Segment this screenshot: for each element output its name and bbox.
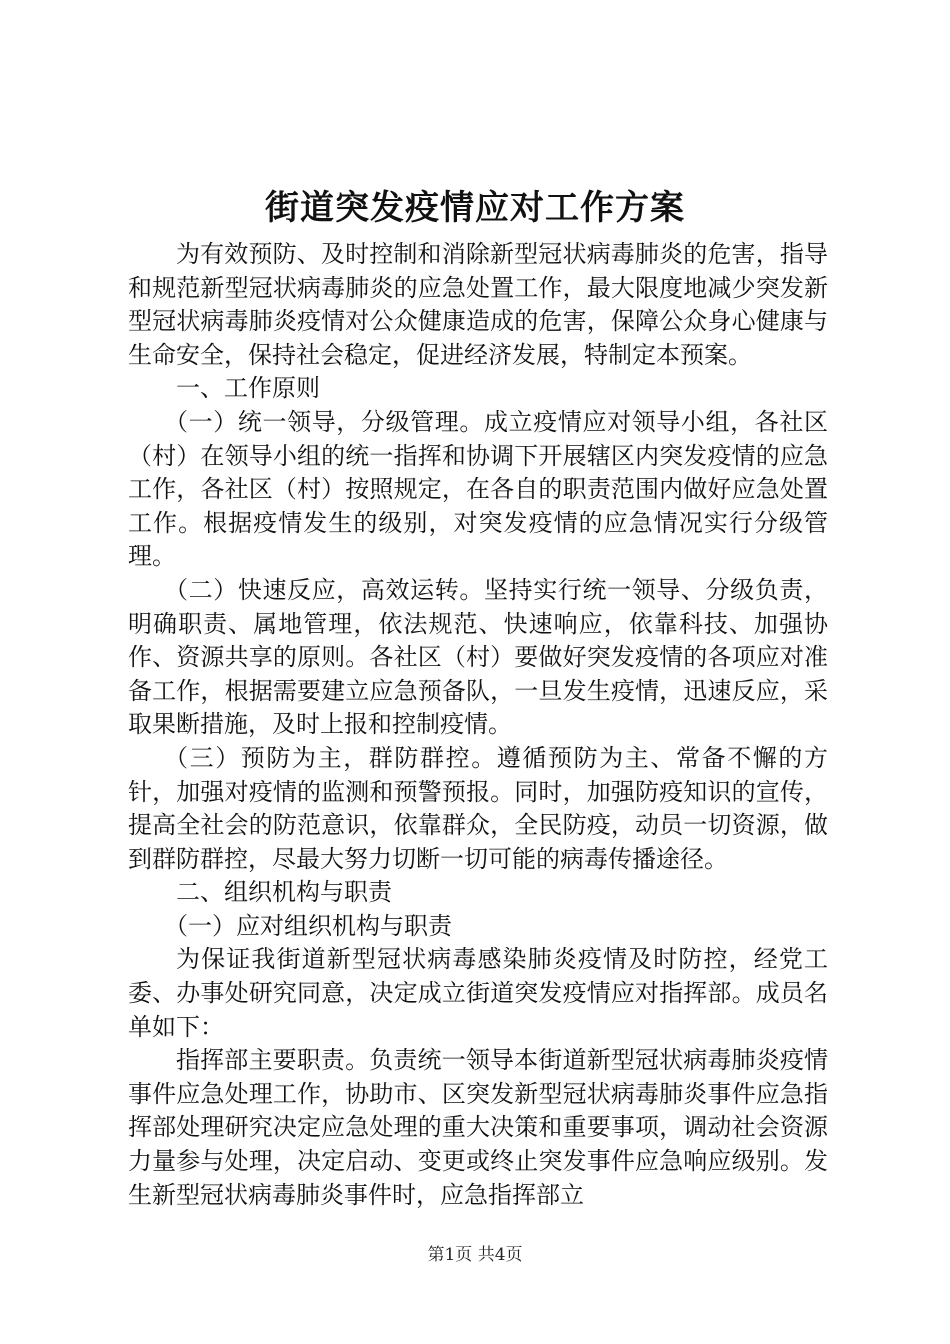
paragraph-principle-2: （二）快速反应，高效运转。坚持实行统一领导、分级负责，明确职责、属地管理，依法规范、快速响应，依靠科技、加强协作、资源共享的原则。各社区（村）要做好突发疫情的各项应对准备工作，根据需要建立应急预备队，一旦发生疫情，迅速反应，采取果断措施，及时上报和控制疫情。: [128, 575, 828, 739]
document-body: [128, 238, 828, 1212]
subsection-heading-1: （一）应对组织机构与职责: [164, 911, 452, 940]
section-heading-2: 二、组织机构与职责: [176, 878, 392, 907]
section-heading-1: 一、工作原则: [176, 374, 320, 403]
paragraph-principle-1: （一）统一领导，分级管理。成立疫情应对领导小组，各社区（村）在领导小组的统一指挥和协调下开展辖区内突发疫情的应急工作，各社区（村）按照规定，在各自的职责范围内做好应急处置工作。根据疫情发生的级别，对突发疫情的应急情况实行分级管理。: [128, 407, 828, 571]
paragraph-command-duties: 指挥部主要职责。负责统一领导本街道新型冠状病毒肺炎疫情事件应急处理工作，协助市、区突发新型冠状病毒肺炎事件应急指挥部处理研究决定应急处理的重大决策和重要事项，调动社会资源力量参与处理，决定启动、变更或终止突发事件应急响应级别。发生新型冠状病毒肺炎事件时，应急指挥部立: [128, 1046, 828, 1209]
paragraph-command-setup: 为保证我街道新型冠状病毒感染肺炎疫情及时防控，经党工委、办事处研究同意，决定成立街道突发疫情应对指挥部。成员名单如下：: [128, 945, 828, 1041]
document-title: 街道突发疫情应对工作方案: [265, 188, 685, 228]
page-footer: 第1页 共4页: [427, 1245, 523, 1265]
paragraph-intro: 为有效预防、及时控制和消除新型冠状病毒肺炎的危害，指导和规范新型冠状病毒肺炎的应急处置工作，最大限度地减少突发新型冠状病毒肺炎疫情对公众健康造成的危害，保障公众身心健康与生命安全，保持社会稳定，促进经济发展，特制定本预案。: [128, 240, 828, 369]
paragraph-principle-3: （三）预防为主，群防群控。遵循预防为主、常备不懈的方针，加强对疫情的监测和预警预报。同时，加强防疫知识的宣传，提高全社会的防范意识，依靠群众，全民防疫，动员一切资源，做到群防群控，尽最大努力切断一切可能的病毒传播途径。: [128, 743, 828, 873]
